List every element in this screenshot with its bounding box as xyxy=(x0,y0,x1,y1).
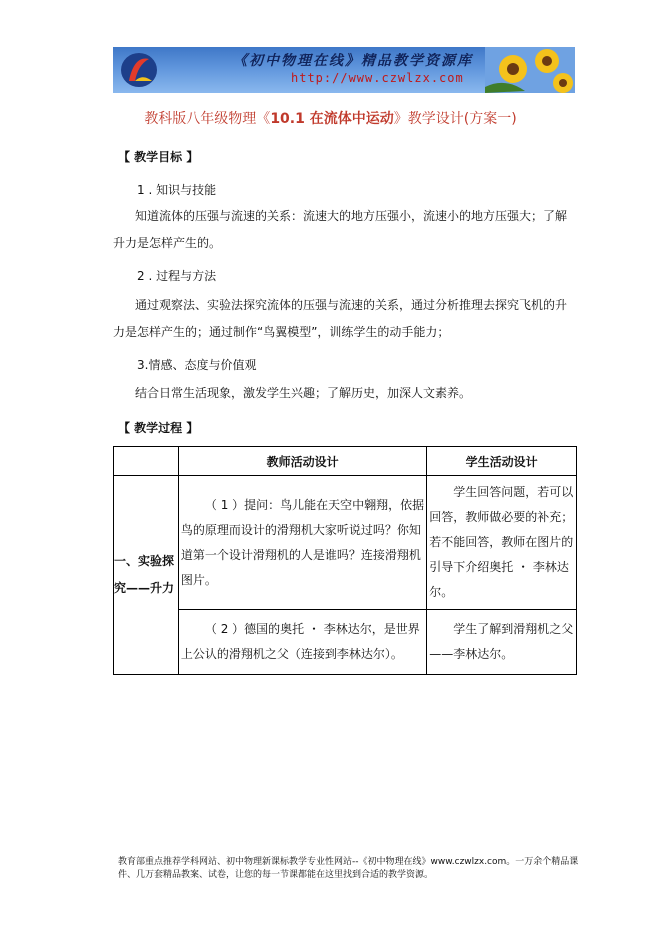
section-heading-goals: 【 教学目标 】 xyxy=(118,150,199,164)
student-activity-cell: 学生回答问题，若可以回答，教师做必要的补充；若不能回答，教师在图片的引导下介绍奥托 ・ 李林达尔。 xyxy=(427,476,577,610)
page-title: 教科版八年级物理《10.1 在流体中运动》教学设计(方案一) xyxy=(144,111,517,127)
goal-emotion-text: 结合日常生活现象，激发学生兴趣；了解历史，加深人文素养。 xyxy=(135,386,472,400)
stage-label: 一、实验探究——升力 xyxy=(114,476,179,675)
table-row xyxy=(114,476,577,610)
goal-process-text: 通过观察法、实验法探究流体的压强与流速的关系，通过分析推理去探究飞机的升力是怎样产生的；通过制作“鸟翼模型”，训练学生的动手能力； xyxy=(113,298,568,339)
student-activity-cell: 学生了解到滑翔机之父——李林达尔。 xyxy=(427,610,577,675)
section-heading-process: 【 教学过程 】 xyxy=(118,421,199,435)
site-logo-icon xyxy=(119,51,159,89)
teacher-activity-cell: （ 2 ）德国的奥托 ・ 李林达尔，是世界上公认的滑翔机之父（连接到李林达尔）。 xyxy=(178,610,426,675)
teaching-process-table xyxy=(113,446,577,675)
goal-knowledge-text: 知道流体的压强与流速的关系：流速大的地方压强小，流速小的地方压强大；了解升力是怎样产生的。 xyxy=(113,209,568,250)
sunflower-icon xyxy=(485,47,575,93)
banner-url[interactable]: http://www.czwlzx.com xyxy=(291,71,464,85)
table-row xyxy=(114,610,577,675)
table-corner-cell xyxy=(114,447,179,476)
page-footer: 教育部重点推荐学科网站、初中物理新课标教学专业性网站--《初中物理在线》www.czwlzx.com。一万余个精品课件、几万套精品教案、试卷，让您的每一节课都能在这里找到合适的教学资源。 xyxy=(118,857,579,880)
banner-slogan: 《初中物理在线》精品教学资源库 xyxy=(233,53,473,69)
goal-knowledge-heading: 1 . 知识与技能 xyxy=(137,183,217,197)
goal-emotion-heading: 3.情感、态度与价值观 xyxy=(137,358,257,372)
column-header-student: 学生活动设计 xyxy=(427,447,577,476)
site-banner xyxy=(113,47,575,93)
goal-process-heading: 2 . 过程与方法 xyxy=(137,269,217,283)
column-header-teacher: 教师活动设计 xyxy=(178,447,426,476)
table-header-row xyxy=(114,447,577,476)
teacher-activity-cell: （ 1 ）提问：鸟儿能在天空中翱翔，依据鸟的原理而设计的滑翔机大家听说过吗？你知道第一个设计滑翔机的人是谁吗？连接滑翔机图片。 xyxy=(178,476,426,610)
